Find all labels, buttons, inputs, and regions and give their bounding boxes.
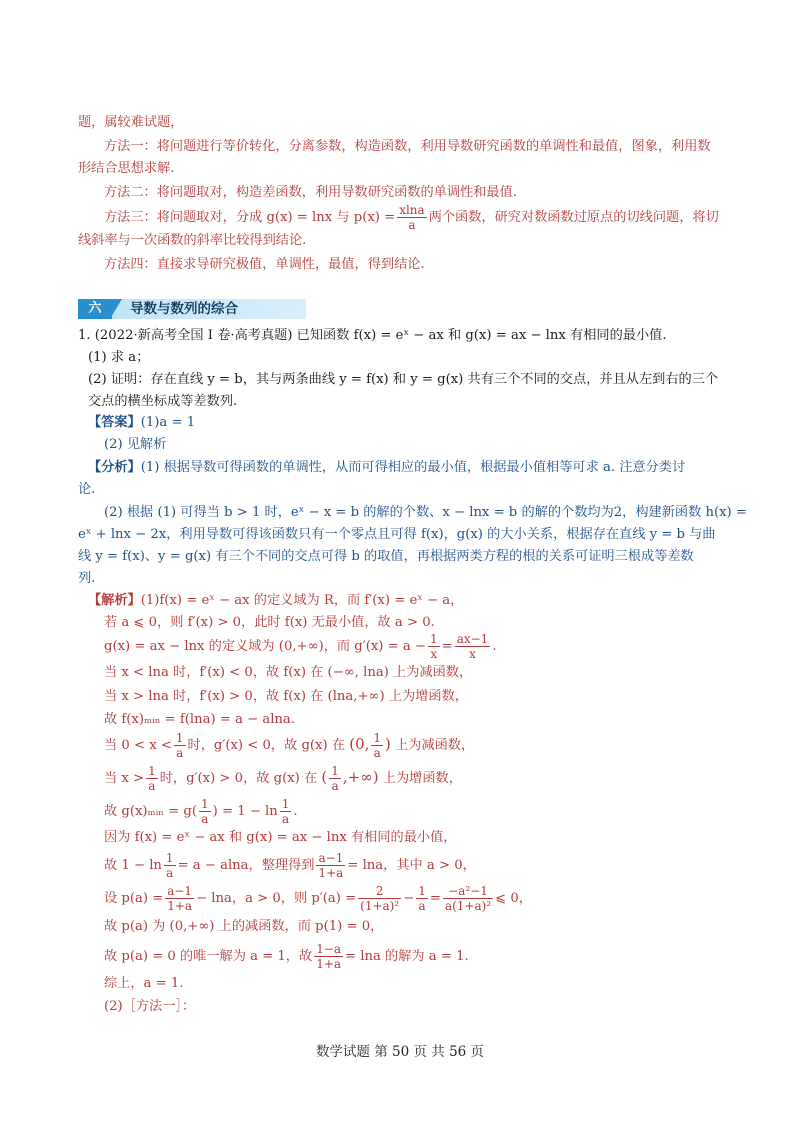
fraction-denominator: a <box>148 779 156 793</box>
interval-close: ) <box>385 735 391 753</box>
solution-12-text-b: − lna，a > 0，则 p′(a) = <box>196 891 357 906</box>
solution-tag: 【解析】 <box>88 593 141 608</box>
fraction-numerator: ax−1 <box>456 632 489 646</box>
solution-3-fraction-2 <box>455 632 491 661</box>
problem-part-2: (2) 证明：存在直线 y = b，其与两条曲线 y = f(x) 和 y = g(x) 共有三个不同的交点，并且从左到右的三个 <box>88 372 719 387</box>
equals-sign: = <box>441 639 453 654</box>
answer-1: (1)a = 1 <box>140 415 196 430</box>
method-line-1: 方法一：将问题进行等价转化，分离参数，构造函数，利用导数研究函数的单调性和最值，图象，利用数 <box>104 139 711 154</box>
solution-11-fraction-1 <box>164 851 176 880</box>
fraction-denominator: a <box>373 746 381 760</box>
fraction-denominator: a <box>176 746 184 760</box>
fraction-numerator: 2 <box>358 884 401 899</box>
solution-line-10: 因为 f(x) = eˣ − ax 和 g(x) = ax − lnx 有相同的最小值， <box>104 830 457 845</box>
solution-3-fraction-1 <box>428 632 440 661</box>
solution-12-text-e: ⩽ 0， <box>495 891 532 906</box>
page-footer: 数学试题 第 50 页 共 56 页 <box>315 1044 485 1060</box>
solution-text-1: (1)f(x) = eˣ − ax 的定义域为 R，而 f′(x) = eˣ − a， <box>140 593 464 608</box>
solution-11-text-c: = lna，其中 a > 0， <box>347 858 476 873</box>
fraction-denominator: a <box>418 899 426 913</box>
answer-tag: 【答案】 <box>88 415 141 430</box>
period: . <box>492 639 497 654</box>
analysis-line-2: 论. <box>78 482 96 497</box>
analysis-line-1 <box>88 457 685 479</box>
solution-8-text-a: 当 x > <box>104 771 145 786</box>
solution-line-16: (2)［方法一］： <box>104 999 196 1014</box>
fraction-denominator: x <box>469 647 476 661</box>
solution-11-fraction-2 <box>316 851 345 880</box>
fraction-numerator: 1 <box>175 731 184 745</box>
solution-12-fraction-1 <box>165 884 194 913</box>
method-line-2: 形结合思想求解. <box>78 161 175 176</box>
solution-8-fraction-2 <box>329 764 341 793</box>
section-number: 六 <box>78 299 112 319</box>
solution-line-8 <box>104 764 462 793</box>
solution-line-12 <box>104 884 532 913</box>
fraction-denominator: a <box>331 779 339 793</box>
solution-line-15: 综上，a = 1. <box>104 976 184 991</box>
solution-line-5: 当 x > lna 时，f′(x) > 0，故 f(x) 在 (lna,+∞) 上为增函数， <box>104 689 468 704</box>
fraction-numerator: 1 <box>429 632 438 646</box>
fraction-denominator: (1+a)² <box>360 899 400 913</box>
fraction-numerator: −a²−1 <box>443 884 493 899</box>
method-line-4 <box>104 203 719 232</box>
solution-line-1 <box>88 590 463 612</box>
method-line-5: 线斜率与一次函数的斜率比较得到结论. <box>78 233 307 248</box>
problem-part-1: (1) 求 a； <box>88 350 150 365</box>
fraction-numerator: 1 <box>373 731 382 745</box>
solution-7-text-b: 时，g′(x) < 0，故 g(x) 在 <box>187 738 346 753</box>
solution-11-text-a: 故 1 − ln <box>104 858 162 873</box>
minus-sign: − <box>403 891 415 906</box>
analysis-line-5: 线 y = f(x)、y = g(x) 有三个不同的交点可得 b 的取值，再根据两类方程的根的关系可证明三根成等差数 <box>78 549 694 564</box>
fraction-numerator: xlna <box>399 203 425 217</box>
fraction-numerator: 1 <box>165 851 174 865</box>
solution-line-13: 故 p(a) 为 (0,+∞) 上的减函数，而 p(1) = 0， <box>104 919 384 934</box>
solution-7-fraction-1 <box>174 731 186 760</box>
solution-line-3 <box>104 632 497 661</box>
answer-line-1 <box>88 412 195 434</box>
fraction-denominator: 1+a <box>318 866 344 880</box>
fraction-denominator: a <box>282 812 290 826</box>
solution-7-text-a: 当 0 < x < <box>104 738 172 753</box>
method-3-text-b: 两个函数，研究对数函数过原点的切线问题，将切 <box>428 210 719 225</box>
solution-14-fraction <box>314 942 343 971</box>
method-3-text-a: 方法三：将问题取对，分成 g(x) = lnx 与 p(x) = <box>104 210 396 225</box>
fraction-numerator: 1 <box>281 797 290 811</box>
fraction-denominator: 1+a <box>167 899 193 913</box>
problem-part-2-cont: 交点的横坐标成等差数列. <box>88 394 238 409</box>
solution-line-7 <box>104 731 474 760</box>
solution-line-2: 若 a ⩽ 0，则 f′(x) > 0，此时 f(x) 无最小值，故 a > 0. <box>104 615 435 630</box>
solution-12-fraction-2 <box>358 884 401 913</box>
fraction-denominator: a <box>201 812 209 826</box>
fraction-denominator: a(1+a)² <box>444 899 492 913</box>
solution-8-fraction-1 <box>146 764 158 793</box>
fraction-denominator: 1+a <box>316 957 342 971</box>
method-line-6: 方法四：直接求导研究极值，单调性，最值，得到结论. <box>104 257 425 272</box>
fraction-denominator: a <box>166 866 174 880</box>
section-title: 导数与数列的综合 <box>130 301 238 317</box>
method-line-0: 题，属较难试题， <box>78 115 184 130</box>
interval-open: ( <box>321 768 328 786</box>
fraction-numerator: 1 <box>201 797 209 811</box>
solution-9-text-b: ) = 1 − ln <box>212 804 278 819</box>
fraction-numerator: 1 <box>331 764 339 778</box>
section-slash-decoration <box>110 299 122 319</box>
solution-7-fraction-2 <box>371 731 383 760</box>
fraction-numerator: 1 <box>148 764 156 778</box>
solution-line-14 <box>104 942 469 971</box>
interval-close: ,+∞) <box>342 768 379 786</box>
solution-3-text: g(x) = ax − lnx 的定义域为 (0,+∞)，而 g′(x) = a − <box>104 639 426 654</box>
analysis-line-3: (2) 根据 (1) 可得当 b > 1 时，eˣ − x = b 的解的个数、x − lnx = b 的解的个数均为2，构建新函数 h(x) = <box>104 505 747 520</box>
solution-line-4: 当 x < lna 时，f′(x) < 0，故 f(x) 在 (−∞, lna) 上为减函数， <box>104 665 473 680</box>
solution-8-text-e: 上为增函数， <box>382 771 462 786</box>
solution-line-6: 故 f(x)ₘᵢₙ = f(lna) = a − alna. <box>104 712 295 727</box>
analysis-line-6: 列. <box>78 571 96 586</box>
solution-line-11 <box>104 851 476 880</box>
fraction-numerator: a−1 <box>318 851 344 865</box>
answer-2: (2) 见解析 <box>104 437 167 452</box>
fraction-denominator: a <box>408 218 416 232</box>
solution-9-fraction-2 <box>280 797 292 826</box>
solution-9-text-a: 故 g(x)ₘᵢₙ = g( <box>104 804 198 819</box>
method-3-fraction <box>397 203 427 232</box>
analysis-tag: 【分析】 <box>88 460 141 475</box>
fraction-numerator: 1−a <box>316 942 342 956</box>
solution-9-fraction-1 <box>199 797 211 826</box>
analysis-text-1: (1) 根据导数可得函数的单调性，从而可得相应的最小值，根据最小值相等可求 a. 注意分类讨 <box>140 460 686 475</box>
solution-8-text-b: 时，g′(x) > 0，故 g(x) 在 <box>159 771 318 786</box>
solution-14-text-b: = lna 的解为 a = 1. <box>345 949 469 964</box>
fraction-numerator: a−1 <box>167 884 193 898</box>
solution-11-text-b: = a − alna，整理得到 <box>177 858 315 873</box>
problem-line-1: 1. (2022·新高考全国 Ⅰ 卷·高考真题) 已知函数 f(x) = eˣ − ax 和 g(x) = ax − lnx 有相同的最小值. <box>78 328 667 343</box>
method-line-3: 方法二：将问题取对，构造差函数，利用导数研究函数的单调性和最值. <box>104 185 518 200</box>
solution-12-fraction-3 <box>416 884 428 913</box>
fraction-numerator: 1 <box>418 884 426 898</box>
solution-14-text-a: 故 p(a) = 0 的唯一解为 a = 1，故 <box>104 949 313 964</box>
solution-12-text-a: 设 p(a) = <box>104 891 164 906</box>
interval-open: (0, <box>349 735 370 753</box>
period: . <box>293 804 298 819</box>
solution-line-9 <box>104 797 298 826</box>
solution-12-fraction-4 <box>443 884 493 913</box>
solution-7-text-e: 上为减函数， <box>395 738 475 753</box>
equals-sign: = <box>429 891 441 906</box>
section-header <box>78 299 306 319</box>
analysis-line-4: eˣ + lnx − 2x，利用导数可得该函数只有一个零点且可得 f(x)，g(x) 的大小关系，根据存在直线 y = b 与曲 <box>78 527 716 542</box>
fraction-denominator: x <box>430 647 438 661</box>
